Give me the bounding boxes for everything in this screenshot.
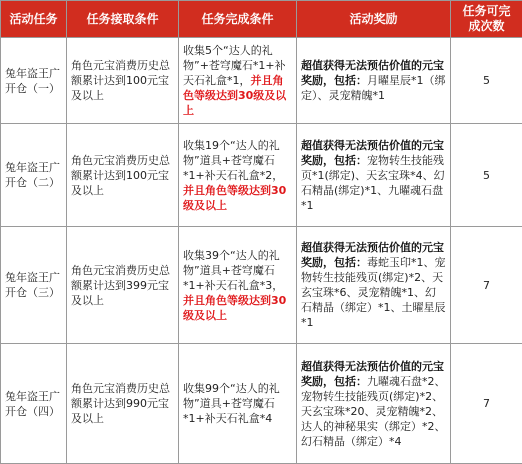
reward-lead: 超值获得无法预估价值的元宝奖励，包括： bbox=[301, 59, 444, 87]
condition-text: 收集99个“达人的礼物”道具+苍穹魔石*1+补天石礼盒*4 bbox=[183, 382, 280, 425]
reward-items: 毒蛇玉印*1、宠物转生技能残页(绑定)*2、天玄宝珠*6、灵宠精魄*1、幻石精晶（绑定）*1、土曜星辰*1 bbox=[301, 256, 446, 329]
task-condition bbox=[179, 38, 297, 124]
condition-text: 收集5个“达人的礼物”+苍穹魔石*1+补天石礼盒*1， bbox=[183, 44, 286, 87]
task-name: 兔年盗王广开仓（三） bbox=[1, 227, 67, 344]
task-reward bbox=[297, 38, 451, 124]
task-count: 5 bbox=[451, 124, 522, 227]
header-count-line1: 任务可完 bbox=[462, 4, 510, 18]
reward-lead: 超值获得无法预估价值的元宝奖励，包括： bbox=[301, 360, 444, 388]
header-row bbox=[1, 1, 522, 38]
table-row bbox=[1, 344, 522, 464]
table-row bbox=[1, 124, 522, 227]
task-reward bbox=[297, 344, 451, 464]
task-requirement: 角色元宝消费历史总额累计达到399元宝及以上 bbox=[67, 227, 179, 344]
reward-lead: 超值获得无法预估价值的元宝奖励，包括： bbox=[301, 241, 444, 269]
table-row bbox=[1, 38, 522, 124]
task-requirement: 角色元宝消费历史总额累计达到100元宝及以上 bbox=[67, 124, 179, 227]
task-requirement: 角色元宝消费历史总额累计达到100元宝及以上 bbox=[67, 38, 179, 124]
header-count bbox=[451, 1, 522, 38]
table-row bbox=[1, 227, 522, 344]
header-requirement: 任务接取条件 bbox=[67, 1, 179, 38]
header-task: 活动任务 bbox=[1, 1, 67, 38]
task-count: 5 bbox=[451, 38, 522, 124]
reward-items: 九曜魂石盘*2、宠物转生技能残页(绑定)*2、天玄宝珠*20、灵宠精魄*2、达人的神秘果实（绑定）*2、幻石精晶（绑定）*4 bbox=[301, 375, 446, 448]
task-condition bbox=[179, 344, 297, 464]
task-count: 7 bbox=[451, 227, 522, 344]
task-count: 7 bbox=[451, 344, 522, 464]
condition-level-requirement: 并且角色等级达到30级及以上 bbox=[183, 74, 286, 117]
header-reward: 活动奖励 bbox=[297, 1, 451, 38]
task-condition bbox=[179, 227, 297, 344]
task-condition bbox=[179, 124, 297, 227]
task-reward bbox=[297, 124, 451, 227]
task-name: 兔年盗王广开仓（四） bbox=[1, 344, 67, 464]
condition-text: 收集19个“达人的礼物”道具+苍穹魔石*1+补天石礼盒*2， bbox=[183, 139, 283, 182]
reward-lead: 超值获得无法预估价值的元宝奖励，包括： bbox=[301, 139, 444, 167]
task-requirement: 角色元宝消费历史总额累计达到990元宝及以上 bbox=[67, 344, 179, 464]
task-name: 兔年盗王广开仓（二） bbox=[1, 124, 67, 227]
condition-text: 收集39个“达人的礼物”道具+苍穹魔石*1+补天石礼盒*3， bbox=[183, 249, 283, 292]
header-condition: 任务完成条件 bbox=[179, 1, 297, 38]
task-name: 兔年盗王广开仓（一） bbox=[1, 38, 67, 124]
header-count-line2: 成次数 bbox=[468, 19, 504, 33]
condition-level-requirement: 并且角色等级达到30级及以上 bbox=[183, 184, 286, 212]
reward-items: 月曜星辰*1（绑定）、灵宠精魄*1 bbox=[301, 74, 446, 102]
reward-items: 宠物转生技能残页*1(绑定)、天玄宝珠*4、幻石精晶(绑定)*1、九曜魂石盘*1 bbox=[301, 154, 445, 212]
task-reward bbox=[297, 227, 451, 344]
condition-level-requirement: 并且角色等级达到30级及以上 bbox=[183, 294, 286, 322]
